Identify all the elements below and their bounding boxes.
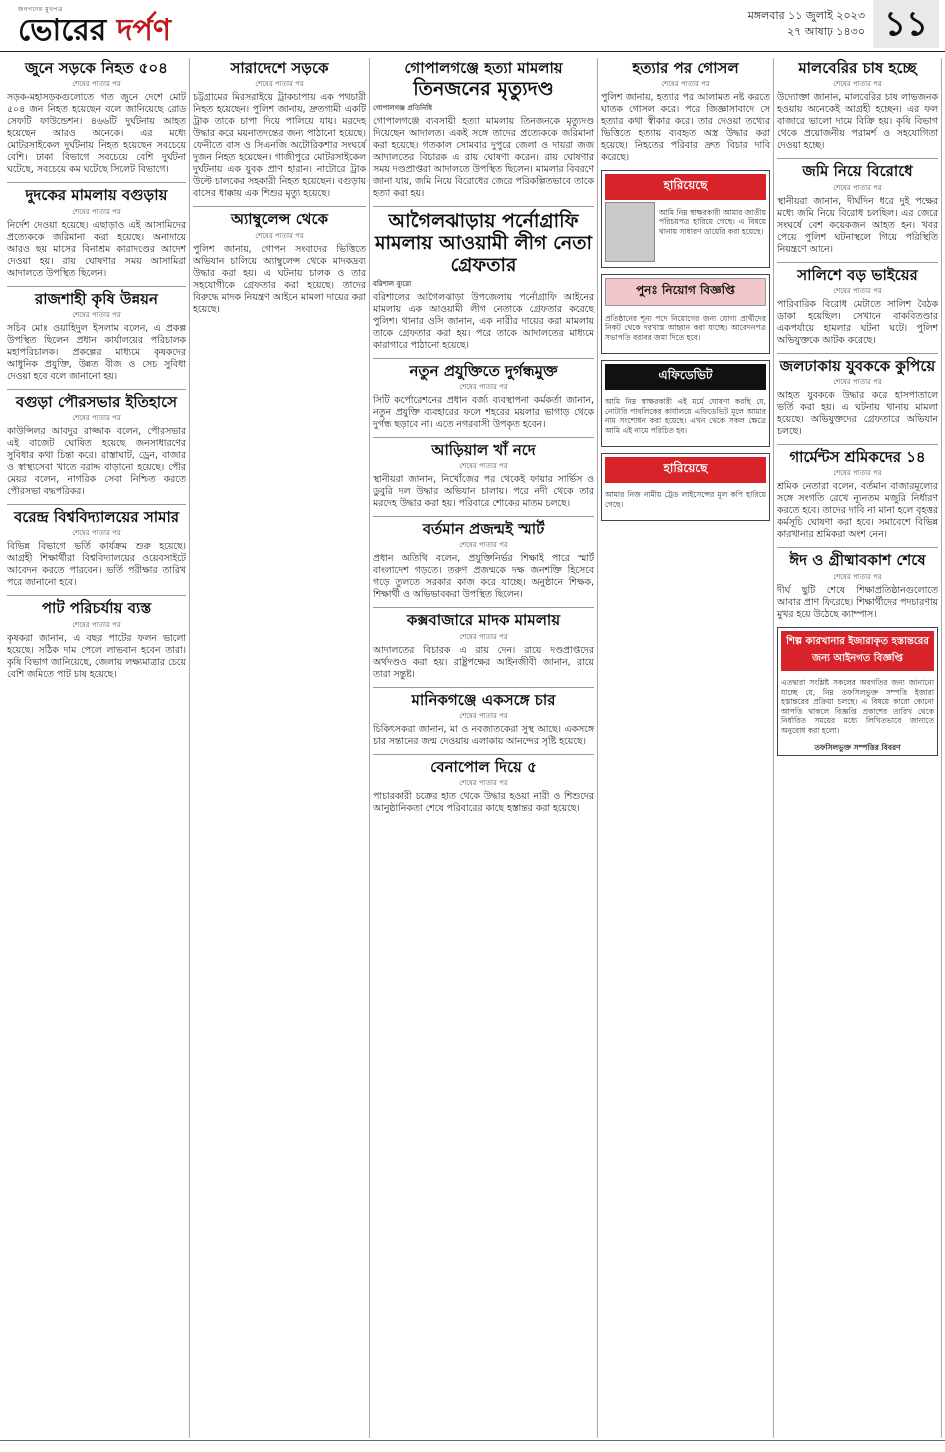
- article-land-dispute: [777, 163, 938, 255]
- classified-title: পুনঃ নিয়োগ বিজ্ঞপ্তি: [605, 278, 766, 306]
- headline: মালবেরির চাষ হচ্ছে: [798, 59, 917, 77]
- divider: [777, 158, 938, 159]
- page-number: ১১: [873, 0, 939, 48]
- article-eid-vacation: [777, 552, 938, 620]
- divider: [7, 286, 186, 287]
- article-rajshahi-agriculture: [7, 291, 186, 383]
- legal-notice-ad: [777, 627, 938, 757]
- headline: ঈদ ও গ্রীষ্মাবকাশ শেষে: [789, 551, 926, 570]
- headline: নতুন প্রযুক্তিতে দুর্গন্ধমুক্ত: [409, 361, 558, 380]
- headline: অ্যাম্বুলেন্স থেকে: [230, 210, 329, 229]
- article-body: শ্রমিক নেতারা বলেন, বর্তমান বাজারমূল্যের সঙ্গে সংগতি রেখে ন্যূনতম মজুরি নির্ধারণ করতে হবে। তাদের দাবি না মানা হলে বৃহত্তর কর্মসূচি ঘোষণা করা হবে। সমাবেশে বিভিন্ন কারখানার শ্রমিকরা অংশ নেন।: [777, 481, 938, 541]
- article-body: পুলিশ জানায়, গোপন সংবাদের ভিত্তিতে অভিযান চালিয়ে অ্যাম্বুলেন্স থেকে মাদকদ্রব্য উদ্ধার করা হয়। এ ঘটনায় চালক ও তার সহযোগীকে গ্রেফতার করা হয়েছে। তাদের বিরুদ্ধে মাদক নিয়ন্ত্রণ আইনে মামলা দায়ের করা হয়েছে।: [193, 243, 366, 315]
- divider: [7, 595, 186, 596]
- divider: [7, 182, 186, 183]
- column-2: [190, 58, 370, 1438]
- headline: মানিকগঞ্জে একসঙ্গে চার: [411, 690, 556, 709]
- divider: [373, 607, 594, 608]
- headline: আড়িয়াল খাঁ নদে: [431, 440, 536, 459]
- article-jute-care: [7, 600, 186, 680]
- masthead: [18, 4, 171, 47]
- headline: আগৈলঝাড়ায় পর্নোগ্রাফি মামলায় আওয়ামী লীগ নেতা গ্রেফতার: [374, 210, 592, 276]
- article-body: বরিশালের আগৈলঝাড়া উপজেলায় পর্নোগ্রাফি আইনের মামলায় এক আওয়ামী লীগ নেতাকে গ্রেফতার করেছে পুলিশ। থানার ওসি জানান, এক নারীর দায়ের করা মামলায় তাকে গ্রেফতার করা হয়। পরে তাকে আদালতের মাধ্যমে কারাগারে পাঠানো হয়েছে।: [373, 291, 594, 351]
- article-body: চিকিৎসকরা জানান, মা ও নবজাতকেরা সুস্থ আছে। একসঙ্গে চার সন্তানের জন্ম দেওয়ায় এলাকায় আনন্দের সৃষ্টি হয়েছে।: [373, 723, 594, 747]
- classified-title: হারিয়েছে: [605, 457, 766, 483]
- divider: [777, 444, 938, 445]
- person-photo: [605, 202, 655, 262]
- article-body: গোপালগঞ্জে ব্যবসায়ী হত্যা মামলায় তিনজনকে মৃত্যুদণ্ড দিয়েছেন আদালত। একই সঙ্গে তাদের প্রত্যেককে জরিমানা করা হয়েছে। গতকাল সোমবার দুপুরে জেলা ও দায়রা জজ আদালতের বিচারক এ রায় ঘোষণা করেন। রায় ঘোষণার সময় দণ্ডপ্রাপ্তরা আদালতে উপস্থিত ছিলেন। মামলার বিবরণে জানা যায়, জমি নিয়ে বিরোধের জেরে পরিকল্পিতভাবে তাকে হত্যা করা হয়।: [373, 116, 594, 200]
- headline: বগুড়া পৌরসভার ইতিহাসে: [15, 392, 178, 411]
- article-gopalganj-verdict: [373, 60, 594, 200]
- continuation-label: শেষের পাতার পর: [459, 382, 508, 391]
- classified-body: আমি নিম্ন স্বাক্ষরকারী আমার জাতীয় পরিচয়পত্র হারিয়ে গেছে। এ বিষয়ে থানায় সাধারণ ডায়েরি করা হয়েছে।: [659, 207, 766, 236]
- article-agailjhara-arrest: [373, 211, 594, 352]
- divider: [777, 547, 938, 548]
- article-body: পুলিশ জানায়, হত্যার পর আলামত নষ্ট করতে ঘাতক গোসল করে। পরে জিজ্ঞাসাবাদে সে হত্যার কথা স্বীকার করে। তার দেওয়া তথ্যের ভিত্তিতে হত্যায় ব্যবহৃত অস্ত্র উদ্ধার করা হয়েছে। নিহতের পরিবার দ্রুত বিচার দাবি করেছে।: [601, 92, 770, 164]
- article-mulberry: [777, 60, 938, 152]
- continuation-label: শেষের পাতার পর: [459, 462, 508, 471]
- classified-recruitment-notice: [601, 274, 770, 354]
- divider: [373, 687, 594, 688]
- newspaper-logo: ভোরের দর্পণ: [18, 13, 171, 48]
- headline: গার্মেন্টস শ্রমিকদের ১৪: [789, 448, 926, 466]
- continuation-label: শেষের পাতার পর: [72, 80, 121, 89]
- continuation-label: শেষের পাতার পর: [833, 469, 882, 478]
- divider: [373, 437, 594, 438]
- legal-notice-subtitle: তফসিলভুক্ত সম্পত্তির বিবরণ: [814, 742, 901, 752]
- continuation-label: শেষের পাতার পর: [72, 529, 121, 538]
- continuation-label: শেষের পাতার পর: [833, 572, 882, 581]
- article-june-road-deaths: [7, 60, 186, 176]
- masthead-tagline: জনগণের মুখপত্র: [18, 6, 63, 13]
- article-coxsbazar-drug-case: [373, 612, 594, 680]
- headline: বর্তমান প্রজন্মই স্মার্ট: [422, 520, 545, 539]
- divider: [373, 754, 594, 755]
- classified-body: আমি নিম্ন স্বাক্ষরকারী এই মর্মে ঘোষণা করছি যে, নোটারি পাবলিকের কার্যালয়ে এফিডেভিট মূলে আমার নাম সংশোধন করা হয়েছে। এখন থেকে সকল ক্ষেত্রে আমি এই নামে পরিচিত হব।: [605, 397, 766, 435]
- byline: বরিশাল ব্যুরো: [373, 279, 412, 288]
- headline: সালিশে বড় ভাইয়ের: [797, 265, 918, 284]
- divider: [373, 516, 594, 517]
- article-body: আহত যুবককে উদ্ধার করে হাসপাতালে ভর্তি করা হয়। এ ঘটনায় থানায় মামলা হয়েছে। অভিযুক্তদের গ্রেফতারে অভিযান চলছে।: [777, 390, 938, 437]
- article-body: স্থানীয়রা জানান, নিখোঁজের পর থেকেই ফায়ার সার্ভিস ও ডুবুরি দল উদ্ধার অভিযান চালায়। পরে নদী থেকে তার মরদেহ উদ্ধার করা হয়। পরিবারে শোকের মাতম চলছে।: [373, 474, 594, 510]
- column-1: [4, 58, 190, 1438]
- continuation-label: শেষের পাতার পর: [72, 620, 121, 629]
- footer-divider: [0, 1440, 945, 1441]
- continuation-label: শেষের পাতার পর: [459, 711, 508, 720]
- article-body: পারিবারিক বিরোধ মেটাতে সালিশ বৈঠক ডাকা হয়েছিল। সেখানে বাকবিতণ্ডার একপর্যায়ে হামলার ঘটনা ঘটে। পুলিশ অভিযুক্তকে আটক করেছে।: [777, 298, 938, 346]
- headline: বরেন্দ্র বিশ্ববিদ্যালয়ের সামার: [13, 508, 180, 526]
- continuation-label: শেষের পাতার পর: [72, 414, 121, 422]
- article-murder-bath: [601, 60, 770, 164]
- divider: [193, 206, 366, 207]
- continuation-label: শেষের পাতার পর: [459, 541, 508, 550]
- article-body: প্রধান অতিথি বলেন, প্রযুক্তিনির্ভর শিক্ষাই পারে স্মার্ট বাংলাদেশ গড়তে। তরুণ প্রজন্মকে দক্ষ জনশক্তি হিসেবে গড়ে তুলতে সরকার কাজ করে যাচ্ছে। অনুষ্ঠানে শিক্ষক, শিক্ষার্থী ও অভিভাবকরা উপস্থিত ছিলেন।: [373, 553, 594, 601]
- article-body: সচিব মোঃ ওয়াহিদুল ইসলাম বলেন, এ প্রকল্প উপস্থিত ছিলেন প্রধান কার্যালয়ের পরিচালক মহাপরিচালক। প্রকল্পের মাধ্যমে কৃষকদের আধুনিক প্রযুক্তি, উন্নত বীজ ও সেচ সুবিধা দেওয়া হবে বলে জানানো হয়।: [7, 322, 186, 382]
- article-body: কৃষকরা জানান, এ বছর পাটের ফলন ভালো হয়েছে। সঠিক দাম পেলে লাভবান হবেন তারা। কৃষি বিভাগ জানিয়েছে, জেলায় লক্ষ্যমাত্রার চেয়ে বেশি জমিতে পাট চাষ হয়েছে।: [7, 632, 186, 680]
- continuation-label: শেষের পাতার পর: [661, 80, 710, 89]
- continuation-label: শেষের পাতার পর: [833, 286, 882, 295]
- continuation-label: শেষের পাতার পর: [255, 231, 304, 240]
- gregorian-date: মঙ্গলবার ১১ জুলাই ২০২৩: [747, 9, 865, 22]
- article-body: পাচারকারী চক্রের হাত থেকে উদ্ধার হওয়া নারী ও শিশুদের আনুষ্ঠানিকতা শেষে পরিবারের কাছে হস্তান্তর করা হয়েছে।: [373, 791, 594, 815]
- article-body: নির্দেশ দেওয়া হয়েছে। এছাড়াও এই আসামিদের প্রত্যেককে জরিমানা করা হয়েছে। অনাদায়ে আরও ছয় মাসের বিনাশ্রম কারাদণ্ডের আদেশ দেওয়া হয়। রায় ঘোষণার সময় আসামিরা আদালতে উপস্থিত ছিলেন।: [7, 219, 186, 279]
- headline: রাজশাহী কৃষি উন্নয়ন: [35, 289, 158, 308]
- article-body: কাউন্সিলর আবদুর রাজ্জাক বলেন, পৌরসভার এই বাজেট ঘোষিত হয়েছে জনসাধারণের সুবিধার কথা চিন্তা করে। রাস্তাঘাট, ড্রেন, বাজার ও স্বাস্থ্যসেবা খাতে বরাদ্দ বাড়ানো হয়েছে। পৌর মেয়র বলেন, নাগরিক সেবা নিশ্চিত করতে পৌরসভা বদ্ধপরিকর।: [7, 426, 186, 497]
- article-barendra-university: [7, 509, 186, 589]
- classified-body: প্রতিষ্ঠানের শূন্য পদে নিয়োগের জন্য যোগ্য প্রার্থীদের নিকট থেকে দরখাস্ত আহ্বান করা যাচ্ছে। আবেদনপত্র সভাপতি বরাবর জমা দিতে হবে।: [605, 313, 766, 342]
- classified-affidavit: [601, 360, 770, 447]
- classified-title: এফিডেভিট: [605, 364, 766, 390]
- column-4: [598, 58, 774, 1438]
- byline: গোপালগঞ্জ প্রতিনিধি: [373, 104, 433, 113]
- classified-body: আমার নিজ নামীয় ট্রেড লাইসেন্সের মূল কপি হারিয়ে গেছে।: [605, 490, 766, 509]
- continuation-label: শেষের পাতার পর: [459, 632, 508, 641]
- headline: হত্যার পর গোসল: [632, 59, 739, 77]
- article-arbitration: [777, 267, 938, 347]
- continuation-label: শেষের পাতার পর: [833, 80, 882, 89]
- continuation-label: শেষের পাতার পর: [72, 207, 121, 216]
- headline: কক্সবাজারে মাদক মামলায়: [406, 611, 561, 630]
- divider: [777, 353, 938, 354]
- continuation-label: শেষের পাতার পর: [459, 779, 508, 788]
- headline: সারাদেশে সড়কে: [230, 59, 329, 77]
- column-3: [370, 58, 598, 1438]
- headline: জুনে সড়কে নিহত ৫০৪: [25, 59, 168, 77]
- article-ambulance: [193, 211, 366, 315]
- classified-title: হারিয়েছে: [605, 174, 766, 200]
- divider: [373, 206, 594, 207]
- headline: তিনজনের মৃত্যুদণ্ড: [413, 78, 554, 101]
- headline: জমি নিয়ে বিরোধে: [802, 162, 913, 181]
- article-body: সিটি কর্পোরেশনের প্রধান বর্জ্য ব্যবস্থাপনা কর্মকর্তা জানান, নতুন প্রযুক্তি ব্যবহারের ফলে শহরের ময়লার ভাগাড় থেকে দুর্গন্ধ ছড়াবে না। এতে নগরবাসী উপকৃত হবেন।: [373, 394, 594, 430]
- headline-kicker: গোপালগঞ্জে হত্যা মামলায়: [404, 59, 563, 77]
- article-dudok-case: [7, 187, 186, 279]
- divider: [7, 504, 186, 505]
- headline: বেনাপোল দিয়ে ৫: [430, 757, 537, 776]
- bangla-date: ২৭ আষাঢ় ১৪৩০: [787, 25, 865, 38]
- article-manikganj-quadruplets: [373, 692, 594, 748]
- divider: [777, 262, 938, 263]
- article-benapole: [373, 759, 594, 815]
- divider: [7, 389, 186, 390]
- article-garment-workers: [777, 449, 938, 541]
- continuation-label: শেষের পাতার পর: [833, 378, 882, 386]
- classified-lost-notice: [601, 170, 770, 268]
- page-header: [0, 0, 945, 52]
- article-body: উদ্যোক্তা জানান, মালবেরির চাষ লাভজনক হওয়ায় অনেকেই আগ্রহী হচ্ছেন। এর ফল বাজারে ভালো দামে বিক্রি হয়। কৃষি বিভাগ থেকে প্রয়োজনীয় পরামর্শ ও সহযোগিতা দেওয়া হচ্ছে।: [777, 92, 938, 152]
- article-body: বিভিন্ন বিভাগে ভর্তি কার্যক্রম শুরু হয়েছে। আগ্রহী শিক্ষার্থীরা বিশ্ববিদ্যালয়ের ওয়েবসাইটে আবেদন করতে পারবেন। ভর্তি পরীক্ষার তারিখ পরে জানানো হবে।: [7, 541, 186, 589]
- continuation-label: শেষের পাতার পর: [72, 310, 121, 319]
- legal-notice-title: শিল্প কারখানার ইজারাকৃত হস্তান্তরের জন্য আইনগত বিজ্ঞপ্তি: [781, 631, 934, 671]
- continuation-label: শেষের পাতার পর: [255, 80, 304, 89]
- article-smart-generation: [373, 521, 594, 601]
- article-new-technology: [373, 363, 594, 431]
- date-block: [748, 8, 865, 40]
- article-body: চট্টগ্রামের মিরসরাইয়ে ট্রাকচাপায় এক পথচারী নিহত হয়েছেন। পুলিশ জানায়, দ্রুতগামী একটি ট্রাক তাকে চাপা দিয়ে পালিয়ে যায়। মরদেহ উদ্ধার করে ময়নাতদন্তের জন্য পাঠানো হয়েছে। ফেনীতে বাস ও সিএনজি অটোরিকশার সংঘর্ষে দুজন নিহত হয়েছেন। গাজীপুরে মোটরসাইকেল দুর্ঘটনায় এক যুবক প্রাণ হারান। নাটোরে ট্রাক উল্টে চালকের সহকারী নিহত হয়েছেন। বগুড়ায় বাসের ধাক্কায় এক শিশুর মৃত্যু হয়েছে।: [193, 92, 366, 200]
- divider: [373, 358, 594, 359]
- article-nationwide-roads: [193, 60, 366, 200]
- article-body: আদালতের বিচারক এ রায় দেন। রায়ে দণ্ডপ্রাপ্তদের অর্থদণ্ডও করা হয়। রাষ্ট্রপক্ষের আইনজীবী জানান, রায়ে তারা সন্তুষ্ট।: [373, 644, 594, 680]
- article-body: স্থানীয়রা জানান, দীর্ঘদিন ধরে দুই পক্ষের মধ্যে জমি নিয়ে বিরোধ চলছিল। এর জেরে সংঘর্ষে বেশ কয়েকজন আহত হন। খবর পেয়ে পুলিশ ঘটনাস্থলে গিয়ে পরিস্থিতি নিয়ন্ত্রণে আনে।: [777, 195, 938, 255]
- article-arial-khan-river: [373, 442, 594, 510]
- article-body: দীর্ঘ ছুটি শেষে শিক্ষাপ্রতিষ্ঠানগুলোতে আবার প্রাণ ফিরেছে। শিক্ষার্থীদের পদচারণায় মুখর হয়ে উঠেছে ক্যাম্পাস।: [777, 584, 938, 620]
- headline: দুদকের মামলায় বগুড়ায়: [25, 186, 168, 205]
- article-bogura-municipality: [7, 394, 186, 498]
- continuation-label: শেষের পাতার পর: [833, 183, 882, 192]
- article-jaldhaka-attack: [777, 358, 938, 438]
- classified-lost-notice-2: [601, 453, 770, 521]
- column-5: [774, 58, 942, 1438]
- article-body: সড়ক-মহাসড়কগুলোতে গত জুনে দেশে মোট ৫০৪ জন নিহত হয়েছেন বলে জানিয়েছে রোড সেফটি ফাউন্ডেশন। ৪৬৬টি দুর্ঘটনায় আহত হয়েছেন আরও অনেকে। এর মধ্যে মোটরসাইকেল দুর্ঘটনায় নিহত হয়েছেন সবচেয়ে বেশি। ঢাকা বিভাগে সবচেয়ে বেশি দুর্ঘটনা ঘটেছে, সবচেয়ে কম ঘটেছে সিলেট বিভাগে।: [7, 92, 186, 176]
- legal-notice-body: এতদ্বারা সংশ্লিষ্ট সকলের অবগতির জন্য জানানো যাচ্ছে যে, নিম্ন তফসিলভুক্ত সম্পত্তি ইজারা হস্তান্তরের প্রক্রিয়া চলছে। এ বিষয়ে কারো কোনো আপত্তি থাকলে বিজ্ঞপ্তি প্রকাশের তারিখ থেকে নির্ধারিত সময়ের মধ্যে লিখিতভাবে জানাতে অনুরোধ করা হলো।: [781, 678, 934, 735]
- headline: জলঢাকায় যুবককে কুপিয়ে: [779, 356, 936, 375]
- headline: পাট পরিচর্যায় ব্যস্ত: [41, 599, 152, 618]
